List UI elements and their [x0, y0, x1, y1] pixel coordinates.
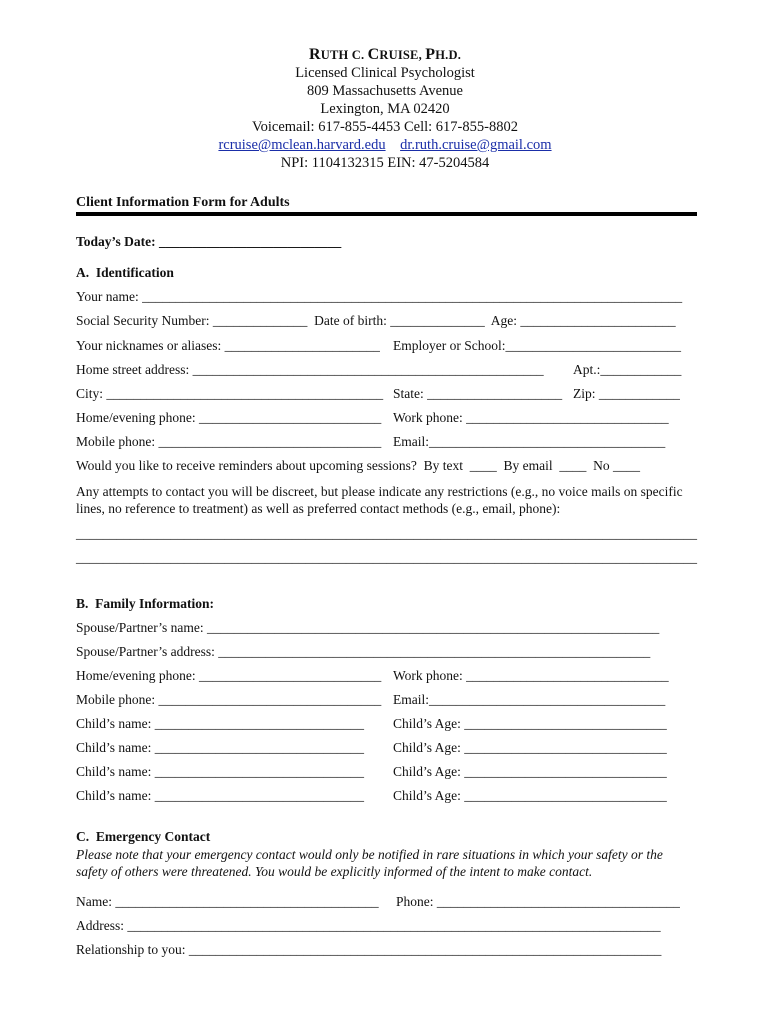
restrictions-blank-1[interactable]: ____________________________________________________________________________________________ [76, 526, 697, 541]
restrictions-blank-2[interactable]: ____________________________________________________________________________________________ [76, 550, 697, 565]
practitioner-name: RUTH C. CRUISE, PH.D. [308, 46, 462, 63]
emergency-note: Please note that your emergency contact would only be notified in rare situations in which your safety or the safety of others were threatened. You would be explicitly informed of the intent to make contact. [76, 847, 663, 879]
emergency-relationship-field[interactable]: Relationship to you: ______________________________________________________________________ [76, 942, 662, 957]
your-name-field[interactable]: Your name: ________________________________________________________________________________ [76, 289, 683, 304]
spouse-mobile-field[interactable]: Mobile phone: _________________________________ [76, 692, 382, 707]
practitioner-title: Licensed Clinical Psychologist [295, 65, 475, 81]
section-a-heading: A. Identification [76, 265, 174, 280]
state-field[interactable]: State: ____________________ [393, 386, 563, 401]
title-rule [76, 212, 697, 216]
child-age-field[interactable]: Child’s Age: ______________________________ [393, 764, 667, 779]
npi-ein: NPI: 1104132315 EIN: 47-5204584 [280, 155, 490, 171]
email-links [0, 136, 770, 154]
apt-field[interactable]: Apt.:____________ [573, 362, 682, 377]
street-address-field[interactable]: Home street address: ____________________________________________________ [76, 362, 544, 377]
spouse-email-field[interactable]: Email:___________________________________ [393, 692, 666, 707]
child-name-field[interactable]: Child’s name: _______________________________ [76, 740, 364, 755]
child-name-field[interactable]: Child’s name: _______________________________ [76, 764, 364, 779]
email-field[interactable]: Email:___________________________________ [393, 434, 666, 449]
emergency-address-field[interactable]: Address: _______________________________________________________________________________ [76, 918, 661, 933]
emergency-name-field[interactable]: Name: _______________________________________ [76, 894, 379, 909]
spouse-name-field[interactable]: Spouse/Partner’s name: ___________________________________________________________________ [76, 620, 660, 635]
phone-numbers: Voicemail: 617-855-4453 Cell: 617-855-8802 [252, 119, 518, 135]
city-field[interactable]: City: _________________________________________ [76, 386, 384, 401]
spouse-work-phone-field[interactable]: Work phone: ______________________________ [393, 668, 669, 683]
form-title: Client Information Form for Adults [76, 195, 290, 210]
address-line-1: 809 Massachusetts Avenue [307, 83, 463, 99]
child-name-field[interactable]: Child’s name: _______________________________ [76, 716, 364, 731]
spouse-home-phone-field[interactable]: Home/evening phone: ___________________________ [76, 668, 382, 683]
nicknames-field[interactable]: Your nicknames or aliases: _______________________ [76, 338, 380, 353]
todays-date-field[interactable]: Today’s Date: ___________________________ [76, 234, 342, 249]
child-age-field[interactable]: Child’s Age: ______________________________ [393, 740, 667, 755]
child-name-field[interactable]: Child’s name: _______________________________ [76, 788, 364, 803]
child-age-field[interactable]: Child’s Age: ______________________________ [393, 716, 667, 731]
emergency-phone-field[interactable]: Phone: ____________________________________ [396, 894, 680, 909]
mobile-phone-field[interactable]: Mobile phone: _________________________________ [76, 434, 382, 449]
section-c-heading: C. Emergency Contact [76, 829, 211, 844]
child-age-field[interactable]: Child’s Age: ______________________________ [393, 788, 667, 803]
work-phone-field[interactable]: Work phone: ______________________________ [393, 410, 669, 425]
address-line-2: Lexington, MA 02420 [320, 101, 450, 117]
email-link-gmail[interactable]: dr.ruth.cruise@gmail.com [400, 137, 552, 153]
reminders-question[interactable]: Would you like to receive reminders about upcoming sessions? By text ____ By email ____ No ____ [76, 458, 640, 473]
section-b-heading: B. Family Information: [76, 596, 214, 611]
email-link-mclean[interactable]: rcruise@mclean.harvard.edu [218, 137, 386, 153]
home-phone-field[interactable]: Home/evening phone: ___________________________ [76, 410, 382, 425]
contact-note: Any attempts to contact you will be discreet, but please indicate any restrictions (e.g., no voice mails on specific lines, no reference to treatment) as well as preferred contact methods (e.g., email, phone): [76, 484, 683, 516]
letterhead [0, 46, 770, 172]
spouse-address-field[interactable]: Spouse/Partner’s address: ________________________________________________________________ [76, 644, 651, 659]
employer-field[interactable]: Employer or School:__________________________ [393, 338, 681, 353]
ssn-dob-age-row[interactable]: Social Security Number: ______________ Date of birth: ______________ Age: _______________________ [76, 313, 676, 328]
zip-field[interactable]: Zip: ____________ [573, 386, 680, 401]
